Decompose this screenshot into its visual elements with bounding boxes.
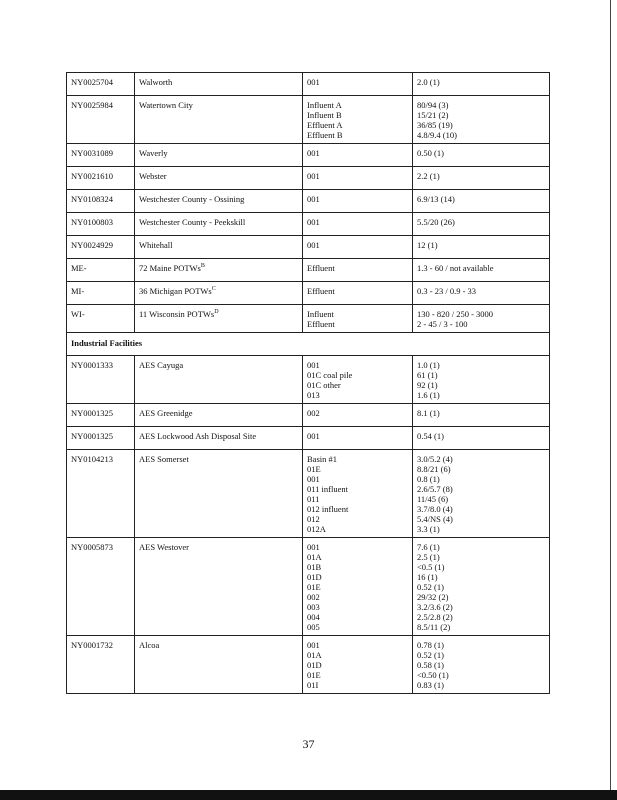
outfall-cell (303, 282, 413, 305)
facility-name: AES Cayuga (139, 360, 184, 370)
measured-value: 0.58 (1) (417, 660, 444, 670)
permit-id-cell: NY0104213 (67, 450, 135, 538)
outfall-label: 002 (307, 592, 320, 602)
outfall-label: 001 (307, 194, 320, 204)
facility-cell (135, 167, 303, 190)
outfall-label: 004 (307, 612, 320, 622)
outfall-cell (303, 538, 413, 636)
outfall-label: Influent A (307, 100, 342, 110)
measured-value: 7.6 (1) (417, 542, 440, 552)
measured-value: 80/94 (3) (417, 100, 449, 110)
measured-value: 29/32 (2) (417, 592, 449, 602)
outfall-cell (303, 167, 413, 190)
outfall-label: 001 (307, 148, 320, 158)
measured-value: 2.5 (1) (417, 552, 440, 562)
table-row (67, 167, 550, 190)
permit-id-cell: NY0001325 (67, 427, 135, 450)
value-cell (413, 259, 550, 282)
measured-value: 2.5/2.8 (2) (417, 612, 453, 622)
measured-value: 3.2/3.6 (2) (417, 602, 453, 612)
table-row (67, 450, 550, 538)
measured-value: <0.50 (1) (417, 670, 449, 680)
permit-id-cell: NY0100803 (67, 213, 135, 236)
table-row (67, 236, 550, 259)
municipal-rows (67, 73, 550, 333)
value-cell (413, 282, 550, 305)
measured-value: <0.5 (1) (417, 562, 445, 572)
outfall-label: Effluent (307, 319, 335, 329)
facility-cell (135, 636, 303, 694)
measured-value: 0.54 (1) (417, 431, 444, 441)
outfall-label: 001 (307, 431, 320, 441)
facility-name: Westchester County - Ossining (139, 194, 245, 204)
facility-name: AES Westover (139, 542, 189, 552)
value-cell (413, 167, 550, 190)
outfall-label: 001 (307, 474, 320, 484)
table-row (67, 96, 550, 144)
facility-name: Walworth (139, 77, 173, 87)
measured-value: 36/85 (19) (417, 120, 453, 130)
outfall-cell (303, 236, 413, 259)
permit-id-cell: NY0001333 (67, 356, 135, 404)
section-heading-row (67, 333, 550, 356)
measured-value: 0.83 (1) (417, 680, 444, 690)
outfall-label: 01D (307, 660, 322, 670)
facility-name: Watertown City (139, 100, 193, 110)
outfall-label: Effluent A (307, 120, 343, 130)
section-row-group (67, 333, 550, 356)
outfall-label: 011 (307, 494, 320, 504)
permit-id-cell: ME- (67, 259, 135, 282)
measured-value: 2.2 (1) (417, 171, 440, 181)
facility-name: AES Somerset (139, 454, 189, 464)
facility-cell (135, 282, 303, 305)
outfall-label: 001 (307, 240, 320, 250)
value-cell (413, 213, 550, 236)
permit-id-cell: MI- (67, 282, 135, 305)
outfall-label: 01C coal pile (307, 370, 353, 380)
outfall-cell (303, 259, 413, 282)
permit-id-cell: NY0021610 (67, 167, 135, 190)
outfall-cell (303, 144, 413, 167)
outfall-label: 01C other (307, 380, 341, 390)
outfall-label: Influent (307, 309, 334, 319)
outfall-label: 01E (307, 582, 321, 592)
outfall-label: Effluent (307, 263, 335, 273)
facility-name: Alcoa (139, 640, 160, 650)
outfall-label: 001 (307, 217, 320, 227)
facility-cell (135, 427, 303, 450)
facility-name: Webster (139, 171, 167, 181)
facility-cell (135, 538, 303, 636)
permit-id-cell: NY0025984 (67, 96, 135, 144)
permit-id-cell: NY0005873 (67, 538, 135, 636)
permit-id-cell: WI- (67, 305, 135, 333)
outfall-cell (303, 305, 413, 333)
measured-value: 0.50 (1) (417, 148, 444, 158)
facility-name: 36 Michigan POTWs (139, 286, 212, 296)
footnote-marker: B (200, 263, 205, 270)
facility-cell (135, 144, 303, 167)
outfall-cell (303, 213, 413, 236)
outfall-label: 011 influent (307, 484, 348, 494)
permit-id-cell: NY0001325 (67, 404, 135, 427)
facility-name: AES Greenidge (139, 408, 193, 418)
outfall-label: 001 (307, 360, 320, 370)
value-cell (413, 427, 550, 450)
table-row (67, 73, 550, 96)
facility-name: Waverly (139, 148, 168, 158)
facility-cell (135, 190, 303, 213)
permit-id-cell: NY0024929 (67, 236, 135, 259)
facility-name: AES Lockwood Ash Disposal Site (139, 431, 257, 441)
permit-id-cell: NY0031089 (67, 144, 135, 167)
discharge-data-table (66, 72, 550, 694)
measured-value: 0.52 (1) (417, 650, 444, 660)
measured-value: 8.5/11 (2) (417, 622, 451, 632)
measured-value: 2.6/5.7 (8) (417, 484, 453, 494)
measured-value: 1.0 (1) (417, 360, 440, 370)
facility-name: Whitehall (139, 240, 173, 250)
outfall-label: 01I (307, 680, 319, 690)
outfall-label: 001 (307, 171, 320, 181)
outfall-label: Basin #1 (307, 454, 337, 464)
value-cell (413, 236, 550, 259)
facility-name: 11 Wisconsin POTWs (139, 309, 215, 319)
outfall-label: 002 (307, 408, 320, 418)
outfall-label: 013 (307, 390, 320, 400)
measured-value: 0.78 (1) (417, 640, 444, 650)
facility-cell (135, 96, 303, 144)
measured-value: 12 (1) (417, 240, 438, 250)
table-row (67, 213, 550, 236)
page-right-edge (610, 0, 611, 790)
facility-cell (135, 356, 303, 404)
facility-name: 72 Maine POTWs (139, 263, 201, 273)
outfall-label: 012A (307, 524, 326, 534)
facility-cell (135, 450, 303, 538)
measured-value: 3.3 (1) (417, 524, 440, 534)
value-cell (413, 636, 550, 694)
permit-id-cell: NY0001732 (67, 636, 135, 694)
value-cell (413, 538, 550, 636)
outfall-label: 012 (307, 514, 320, 524)
measured-value: 16 (1) (417, 572, 438, 582)
outfall-label: 001 (307, 542, 320, 552)
outfall-label: 001 (307, 77, 320, 87)
table-row (67, 305, 550, 333)
measured-value: 0.52 (1) (417, 582, 444, 592)
measured-value: 0.8 (1) (417, 474, 440, 484)
measured-value: 2 - 45 / 3 - 100 (417, 319, 468, 329)
measured-value: 15/21 (2) (417, 110, 449, 120)
table-row (67, 356, 550, 404)
value-cell (413, 404, 550, 427)
measured-value: 4.8/9.4 (10) (417, 130, 457, 140)
value-cell (413, 190, 550, 213)
measured-value: 130 - 820 / 250 - 3000 (417, 309, 494, 319)
value-cell (413, 144, 550, 167)
facility-cell (135, 213, 303, 236)
measured-value: 5.5/20 (26) (417, 217, 455, 227)
facility-cell (135, 236, 303, 259)
outfall-label: 003 (307, 602, 320, 612)
industrial-rows (67, 356, 550, 694)
permit-id-cell: NY0025704 (67, 73, 135, 96)
facility-cell (135, 73, 303, 96)
measured-value: 0.3 - 23 / 0.9 - 33 (417, 286, 477, 296)
measured-value: 8.8/21 (6) (417, 464, 451, 474)
facility-cell (135, 259, 303, 282)
measured-value: 1.6 (1) (417, 390, 440, 400)
table-row (67, 404, 550, 427)
facility-name: Westchester County - Peekskill (139, 217, 246, 227)
outfall-label: 01E (307, 464, 321, 474)
outfall-label: 012 influent (307, 504, 349, 514)
measured-value: 1.3 - 60 / not available (417, 263, 494, 273)
measured-value: 6.9/13 (14) (417, 194, 455, 204)
footnote-marker: C (211, 286, 216, 293)
table-row (67, 538, 550, 636)
outfall-cell (303, 427, 413, 450)
table-row (67, 282, 550, 305)
table-row (67, 636, 550, 694)
measured-value: 11/45 (6) (417, 494, 449, 504)
outfall-cell (303, 450, 413, 538)
table-row (67, 427, 550, 450)
table-row (67, 190, 550, 213)
facility-cell (135, 404, 303, 427)
outfall-label: 005 (307, 622, 320, 632)
measured-value: 3.0/5.2 (4) (417, 454, 453, 464)
outfall-cell (303, 356, 413, 404)
page-number: 37 (302, 737, 315, 751)
outfall-cell (303, 96, 413, 144)
table-row (67, 144, 550, 167)
measured-value: 61 (1) (417, 370, 438, 380)
outfall-cell (303, 73, 413, 96)
outfall-label: 01E (307, 670, 321, 680)
outfall-label: 01B (307, 562, 322, 572)
table-row (67, 259, 550, 282)
data-table-container (66, 72, 549, 694)
value-cell (413, 450, 550, 538)
page-bottom-edge (0, 790, 617, 800)
permit-id-cell: NY0108324 (67, 190, 135, 213)
measured-value: 3.7/8.0 (4) (417, 504, 453, 514)
outfall-label: 01A (307, 552, 322, 562)
outfall-label: 001 (307, 640, 320, 650)
outfall-label: 01A (307, 650, 322, 660)
outfall-cell (303, 404, 413, 427)
value-cell (413, 305, 550, 333)
measured-value: 5.4/NS (4) (417, 514, 453, 524)
outfall-label: Effluent B (307, 130, 343, 140)
section-heading: Industrial Facilities (67, 333, 550, 356)
outfall-cell (303, 190, 413, 213)
value-cell (413, 96, 550, 144)
footnote-marker: D (214, 309, 219, 316)
outfall-label: Influent B (307, 110, 342, 120)
measured-value: 92 (1) (417, 380, 438, 390)
measured-value: 2.0 (1) (417, 77, 440, 87)
measured-value: 8.1 (1) (417, 408, 440, 418)
outfall-label: 01D (307, 572, 322, 582)
value-cell (413, 73, 550, 96)
outfall-label: Effluent (307, 286, 335, 296)
facility-cell (135, 305, 303, 333)
outfall-cell (303, 636, 413, 694)
value-cell (413, 356, 550, 404)
